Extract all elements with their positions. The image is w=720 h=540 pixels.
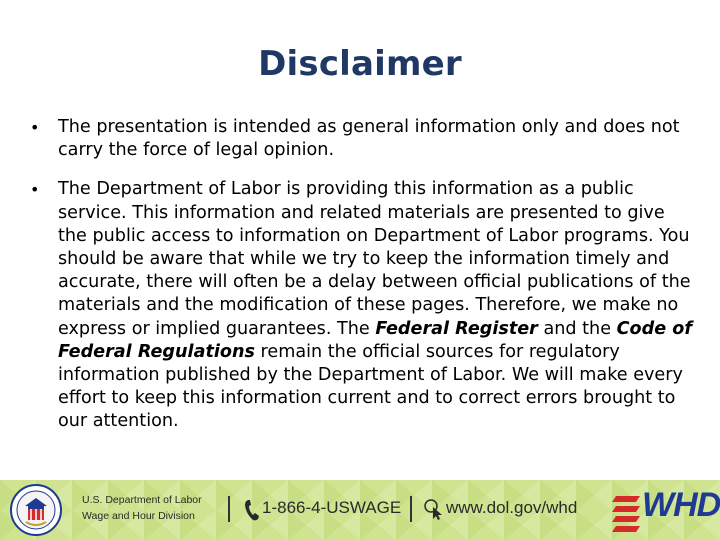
slide-title: Disclaimer [258, 44, 462, 84]
phone-number: 1-866-4-USWAGE [262, 498, 402, 517]
text-segment: The Department of Labor is providing this information as a public service. This information and related materials are presented to give the public access to information on Department of Labor programs. You should be aware that while we try to keep the information timely and accurate, there will often be a delay between official publications of the materials and the modification of these pages. Therefore, we make no express or implied guarantees. The [58, 179, 691, 339]
dol-seal-icon [10, 484, 62, 536]
agency-name [82, 492, 202, 524]
federal-register-emphasis: Federal Register [375, 318, 538, 339]
bullet-item [30, 116, 696, 162]
whd-logo-text: WHD [642, 486, 720, 524]
website-url: www.dol.gov/whd [446, 498, 578, 517]
footer-banner [0, 480, 720, 540]
bullet-marker: • [30, 180, 40, 200]
bullet-item [30, 178, 696, 433]
cfr-emphasis: Code of Federal Regulations [58, 318, 693, 362]
bullet-marker: • [30, 118, 40, 137]
text-segment: and the [537, 318, 617, 339]
bullet-text [58, 179, 692, 431]
divider [410, 496, 412, 522]
bullet-text [58, 117, 680, 160]
divider [228, 496, 230, 522]
phone-icon [244, 498, 260, 522]
text-segment: remain the official sources for regulatory information published by the Department of Labor. We will make every effort to keep this information current and to correct errors brought to our attention. [58, 341, 683, 432]
text-segment: The presentation is intended as general information only and does not carry the force of legal opinion. [58, 117, 680, 161]
mouse-cursor-icon [424, 498, 444, 520]
agency-line-2: Wage and Hour Division [82, 510, 195, 522]
bullet-list [30, 116, 696, 450]
agency-line-1: U.S. Department of Labor [82, 494, 202, 506]
